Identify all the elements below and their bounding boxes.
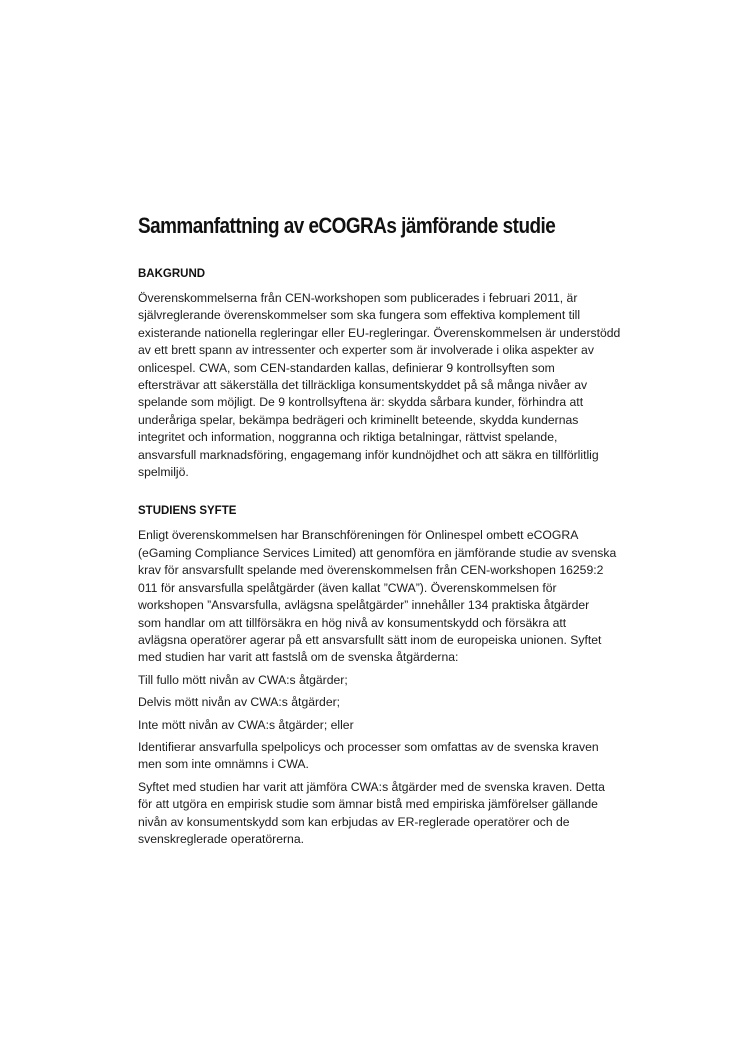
paragraph xyxy=(138,779,678,849)
text-line: svenskreglerade operatörerna. xyxy=(138,831,304,846)
text-line: för att utgöra en empirisk studie som ämnar bistå med empiriska jämförelser gällande xyxy=(138,797,598,812)
text-line: (eGaming Compliance Services Limited) att genomföra en jämförande studie av svenska xyxy=(138,545,617,560)
text-line: Till fullo mött nivån av CWA:s åtgärder; xyxy=(138,672,348,687)
text-line: existerande nationella regleringar eller EU-regleringar. Överenskommelsen är understödd xyxy=(138,325,621,340)
text-line: Identifierar ansvarfulla spelpolicys och processer som omfattas av de svenska kraven xyxy=(138,739,599,754)
paragraph xyxy=(138,739,678,774)
text-line: Delvis mött nivån av CWA:s åtgärder; xyxy=(138,695,341,710)
paragraph xyxy=(138,290,678,481)
text-line: spelande som möjligt. De 9 kontrollsyftena är: skydda sårbara kunder, förhindra att xyxy=(138,395,584,410)
text-line: onlicespel. CWA, som CEN-standarden kallas, definierar 9 kontrollsyften som xyxy=(138,360,555,375)
text-line: med studien har varit att fastslå om de svenska åtgärderna: xyxy=(138,650,459,665)
text-line: spelmiljö. xyxy=(138,465,189,480)
paragraph xyxy=(138,694,678,711)
text-line: som handlar om att tillförsäkra en hög nivå av konsumentskydd och försäkra att xyxy=(138,615,567,630)
text-line: självreglerande överenskommelser som ska fungera som effektiva komplement till xyxy=(138,308,581,323)
paragraph xyxy=(138,672,678,689)
text-line: integritet och information, noggranna och riktiga betalningar, rättvist spelande, xyxy=(138,430,558,445)
text-line: underåriga spelar, bekämpa bedrägeri och kriminellt beteende, skydda kundernas xyxy=(138,412,579,427)
section-heading: BAKGRUND xyxy=(138,268,206,280)
paragraph xyxy=(138,527,678,666)
text-line: men som inte omnämns i CWA. xyxy=(138,757,309,772)
text-line: 011 för ansvarsfulla spelåtgärder (även kallat ”CWA”). Överenskommelsen för xyxy=(138,580,557,595)
text-line: nivån av konsumentskydd som kan erbjudas av ER-reglerade operatörer och de xyxy=(138,814,570,829)
text-line: Inte mött nivån av CWA:s åtgärder; eller xyxy=(138,717,354,732)
text-line: ansvarsfull marknadsföring, engagemang inför kundnöjdhet och att säkra en tillförlitlig xyxy=(138,447,599,462)
text-line: av ett brett spann av intressenter och experter som är involverade i olika aspekter av xyxy=(138,343,594,358)
text-line: Syftet med studien har varit att jämföra CWA:s åtgärder med de svenska kraven. Detta xyxy=(138,779,605,794)
section-heading: STUDIENS SYFTE xyxy=(138,505,237,518)
text-line: Enligt överenskommelsen har Branschföreningen för Onlinespel ombett eCOGRA xyxy=(138,528,579,543)
text-line: avlägsna operatörer agerar på ett ansvarsfullt sätt inom de europeiska unionen. Syftet xyxy=(138,632,602,647)
text-line: eftersträvar att säkerställa det tillräckliga konsumentskyddet på så många nivåer av xyxy=(138,378,588,393)
document-page xyxy=(138,212,678,870)
document-body xyxy=(138,266,678,848)
paragraph xyxy=(138,717,678,734)
section-2 xyxy=(138,503,678,848)
text-line: Överenskommelserna från CEN-workshopen som publicerades i februari 2011, är xyxy=(138,291,578,305)
text-line: krav för ansvarsfullt spelande med överenskommelsen från CEN-workshopen 16259:2 xyxy=(138,563,604,578)
text-line: workshopen ”Ansvarsfulla, avlägsna spelåtgärder” innehåller 134 praktiska åtgärder xyxy=(138,598,590,613)
page-title: Sammanfattning av eCOGRAs jämförande studie xyxy=(138,213,556,238)
section-1 xyxy=(138,266,678,481)
